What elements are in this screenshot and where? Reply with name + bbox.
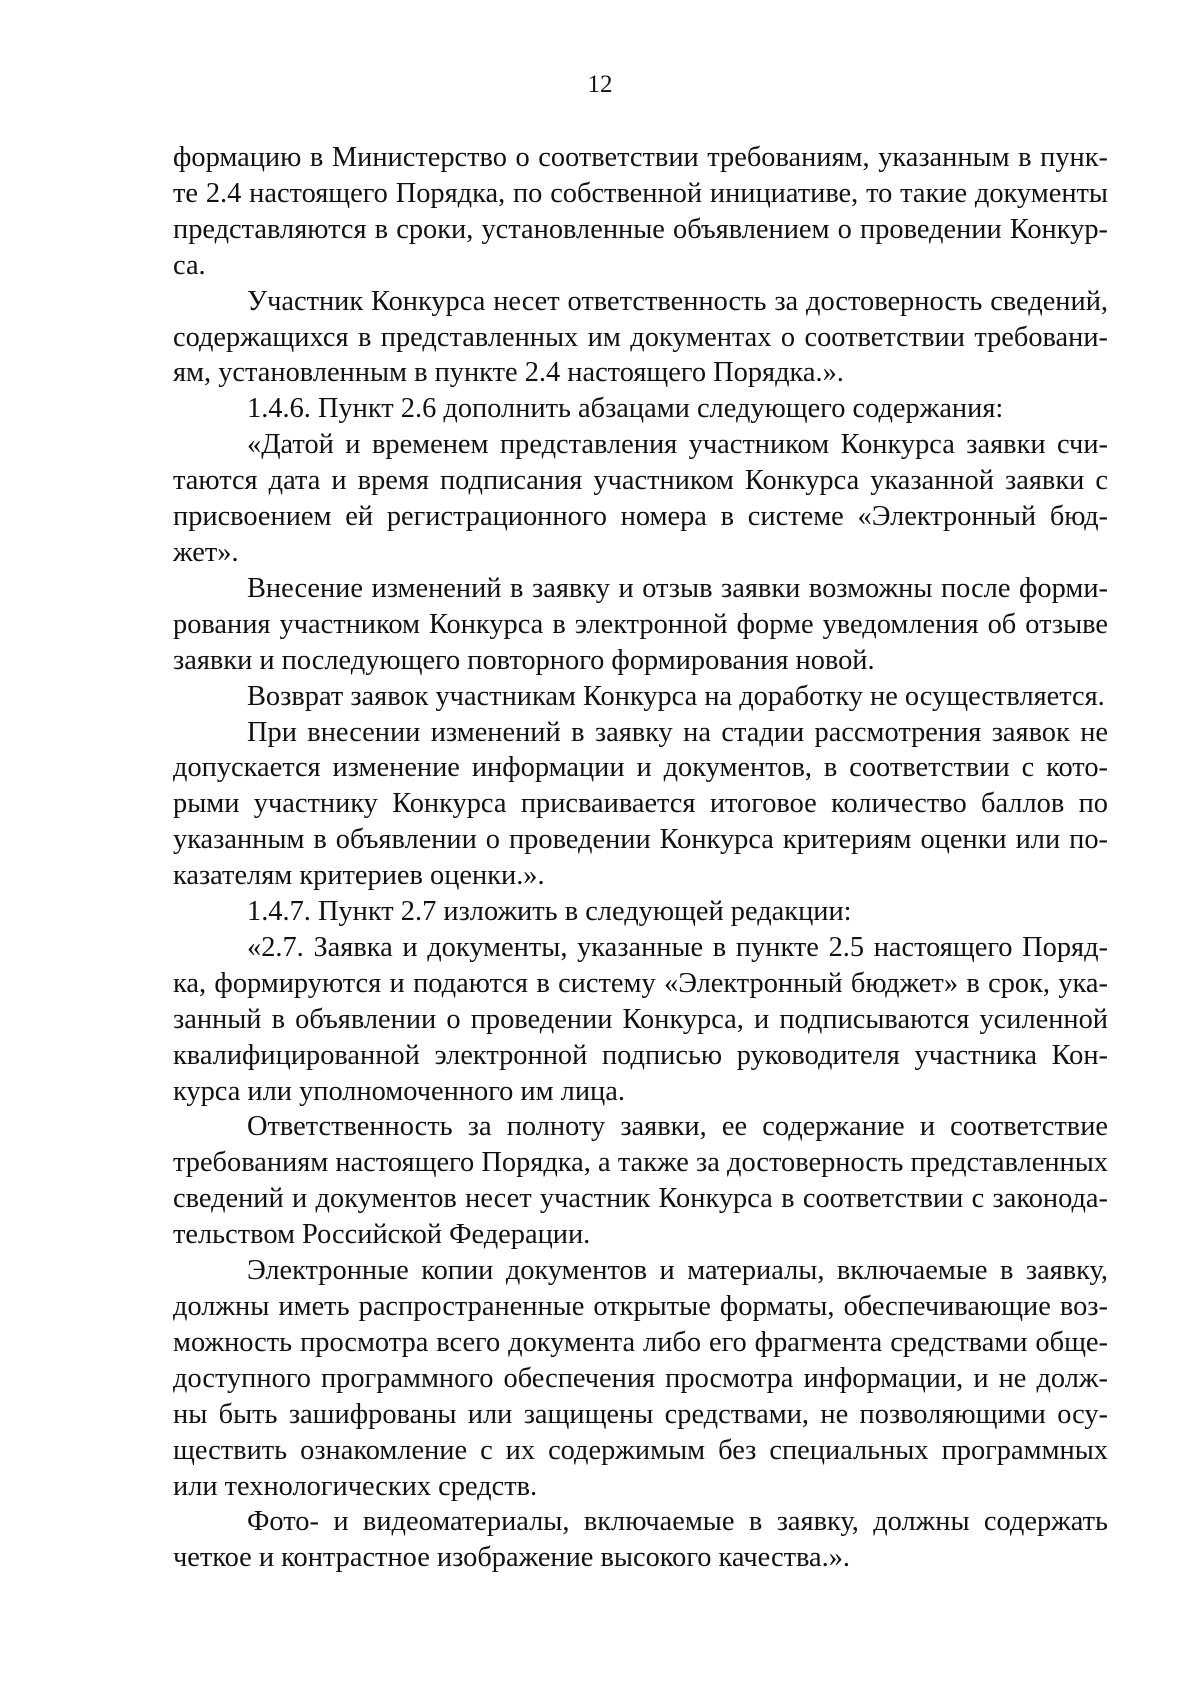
paragraph: Участник Конкурса несет ответственность за достоверность сведений, содержащихся в представленных им документах о соответствии требованиям, установленным в пункте 2.4 настоящего Порядка.». — [173, 285, 1108, 389]
paragraph-clause-2-7: «2.7. Заявка и документы, указанные в пункте 2.5 настоящего Порядка, формируются и подаются в систему «Электронный бюджет» в срок, указанный в объявлении о проведении Конкурса, и подписываются усиленной квалифицированной электронной подписью руководителя участника Конкурса или уполномоченного им лица. — [173, 931, 1108, 1107]
paragraph: Электронные копии документов и материалы, включаемые в заявку, должны иметь распространенные открытые форматы, обеспечивающие возможность просмотра всего документа либо его фрагмента средствами общедоступного программного обеспечения просмотра информации, и не должны быть зашифрованы или защищены средствами, не позволяющими осуществить ознакомление с их содержимым без специальных программных или технологических средств. — [173, 1255, 1108, 1502]
paragraph: При внесении изменений в заявку на стадии рассмотрения заявок не допускается изменение информации и документов, в соответствии с которыми участнику Конкурса присваивается итоговое количество баллов по указанным в объявлении о проведении Конкурса критериям оценки или показателям критериев оценки.». — [173, 716, 1108, 892]
page-number: 12 — [587, 71, 613, 98]
document-body — [173, 140, 1108, 1576]
paragraph: Внесение изменений в заявку и отзыв заявки возможны после формирования участником Конкурса в электронной форме уведомления об отзыве заявки и последующего повторного формирования новой. — [173, 572, 1108, 676]
paragraph: «Датой и временем представления участником Конкурса заявки считаются дата и время подписания участником Конкурса указанной заявки с присвоением ей регистрационного номера в системе «Электронный бюджет». — [173, 429, 1108, 568]
paragraph: Фото- и видеоматериалы, включаемые в заявку, должны содержать четкое и контрастное изображение высокого качества.». — [173, 1506, 1108, 1574]
paragraph: Возврат заявок участникам Конкурса на доработку не осуществляется. — [247, 680, 1105, 712]
paragraph-clause-1-4-7: 1.4.7. Пункт 2.7 изложить в следующей редакции: — [247, 896, 852, 928]
paragraph-continuation: формацию в Министерство о соответствии требованиям, указанным в пункте 2.4 настоящего Порядка, по собственной инициативе, то такие документы представляются в сроки, установленные объявлением о проведении Конкурса. — [173, 142, 1108, 281]
paragraph-clause-1-4-6: 1.4.6. Пункт 2.6 дополнить абзацами следующего содержания: — [247, 393, 1004, 425]
paragraph: Ответственность за полноту заявки, ее содержание и соответствие требованиям настоящего Порядка, а также за достоверность представленных сведений и документов несет участник Конкурса в соответствии с законодательством Российской Федерации. — [173, 1111, 1108, 1251]
